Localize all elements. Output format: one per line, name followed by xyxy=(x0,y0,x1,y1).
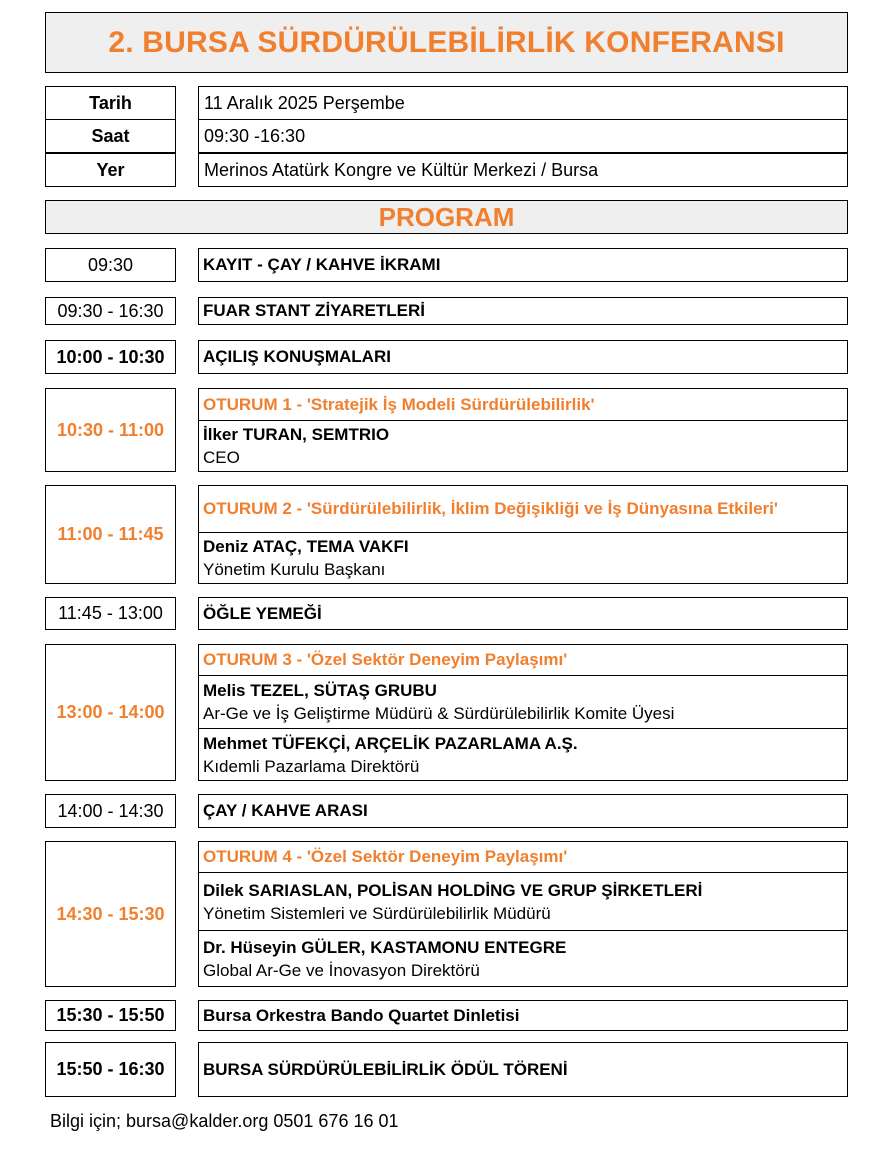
schedule-item xyxy=(198,1042,848,1097)
event-title: AÇILIŞ KONUŞMALARI xyxy=(203,347,391,366)
speaker-name: Dr. Hüseyin GÜLER, KASTAMONU ENTEGRE xyxy=(203,937,567,957)
schedule-time: 11:00 - 11:45 xyxy=(45,485,176,584)
schedule-time: 15:30 - 15:50 xyxy=(45,1000,176,1031)
session-title: OTURUM 3 - 'Özel Sektör Deneyim Paylaşımı' xyxy=(199,645,847,676)
session-block xyxy=(198,388,848,472)
speaker xyxy=(199,533,847,583)
info-value-date: 11 Aralık 2025 Perşembe xyxy=(198,86,848,120)
schedule-time: 15:50 - 16:30 xyxy=(45,1042,176,1097)
speaker-name: Melis TEZEL, SÜTAŞ GRUBU xyxy=(203,681,437,700)
event-title: FUAR STANT ZİYARETLERİ xyxy=(203,301,425,320)
event-title: KAYIT - ÇAY / KAHVE İKRAMI xyxy=(203,255,441,274)
schedule-item xyxy=(198,597,848,630)
speaker-name: Mehmet TÜFEKÇİ, ARÇELİK PAZARLAMA A.Ş. xyxy=(203,733,578,753)
event-title: Bursa Orkestra Bando Quartet Dinletisi xyxy=(203,1005,520,1025)
schedule-time: 13:00 - 14:00 xyxy=(45,644,176,781)
program-heading: PROGRAM xyxy=(378,201,515,232)
info-value-venue: Merinos Atatürk Kongre ve Kültür Merkezi / Bursa xyxy=(198,153,848,187)
event-title: BURSA SÜRDÜRÜLEBİLİRLİK ÖDÜL TÖRENİ xyxy=(203,1059,568,1079)
contact-footer: Bilgi için; bursa@kalder.org 0501 676 16 01 xyxy=(50,1111,399,1131)
speaker xyxy=(199,676,847,728)
schedule-item xyxy=(198,297,848,325)
session-title: OTURUM 2 - 'Sürdürülebilirlik, İklim Değişikliği ve İş Dünyasına Etkileri' xyxy=(199,486,847,533)
speaker-role: Global Ar-Ge ve İnovasyon Direktörü xyxy=(203,960,480,980)
event-title: ÖĞLE YEMEĞİ xyxy=(203,603,322,623)
schedule-time: 14:30 - 15:30 xyxy=(45,841,176,987)
schedule-item xyxy=(198,794,848,828)
schedule-item xyxy=(198,248,848,282)
schedule-time: 10:00 - 10:30 xyxy=(45,340,176,374)
speaker-name: Deniz ATAÇ, TEMA VAKFI xyxy=(203,537,409,556)
schedule-item xyxy=(198,1000,848,1031)
event-title: ÇAY / KAHVE ARASI xyxy=(203,801,368,820)
speaker-role: Kıdemli Pazarlama Direktörü xyxy=(203,756,420,776)
speaker xyxy=(199,873,847,930)
info-label-date: Tarih xyxy=(45,86,176,120)
schedule-time: 09:30 xyxy=(45,248,176,282)
speaker xyxy=(199,728,847,780)
program-banner xyxy=(45,200,848,234)
page-title: 2. BURSA SÜRDÜRÜLEBİLİRLİK KONFERANSI xyxy=(108,25,785,59)
schedule-time: 14:00 - 14:30 xyxy=(45,794,176,828)
schedule-time: 09:30 - 16:30 xyxy=(45,297,176,325)
session-block xyxy=(198,485,848,584)
info-label-venue: Yer xyxy=(45,153,176,187)
speaker xyxy=(199,930,847,986)
speaker-role: CEO xyxy=(203,448,240,467)
title-banner xyxy=(45,12,848,73)
speaker-role: Yönetim Sistemleri ve Sürdürülebilirlik Müdürü xyxy=(203,903,551,923)
info-value-time: 09:30 -16:30 xyxy=(198,119,848,153)
schedule-time: 10:30 - 11:00 xyxy=(45,388,176,472)
speaker xyxy=(199,421,847,471)
session-title: OTURUM 4 - 'Özel Sektör Deneyim Paylaşımı' xyxy=(199,842,847,873)
speaker-role: Yönetim Kurulu Başkanı xyxy=(203,560,386,579)
speaker-name: Dilek SARIASLAN, POLİSAN HOLDİNG VE GRUP ŞİRKETLERİ xyxy=(203,880,703,900)
speaker-role: Ar-Ge ve İş Geliştirme Müdürü & Sürdürülebilirlik Komite Üyesi xyxy=(203,704,675,723)
session-title: OTURUM 1 - 'Stratejik İş Modeli Sürdürülebilirlik' xyxy=(199,389,847,421)
info-label-time: Saat xyxy=(45,119,176,153)
session-block xyxy=(198,644,848,781)
session-block xyxy=(198,841,848,987)
schedule-time: 11:45 - 13:00 xyxy=(45,597,176,630)
schedule-item xyxy=(198,340,848,374)
speaker-name: İlker TURAN, SEMTRIO xyxy=(203,425,390,444)
